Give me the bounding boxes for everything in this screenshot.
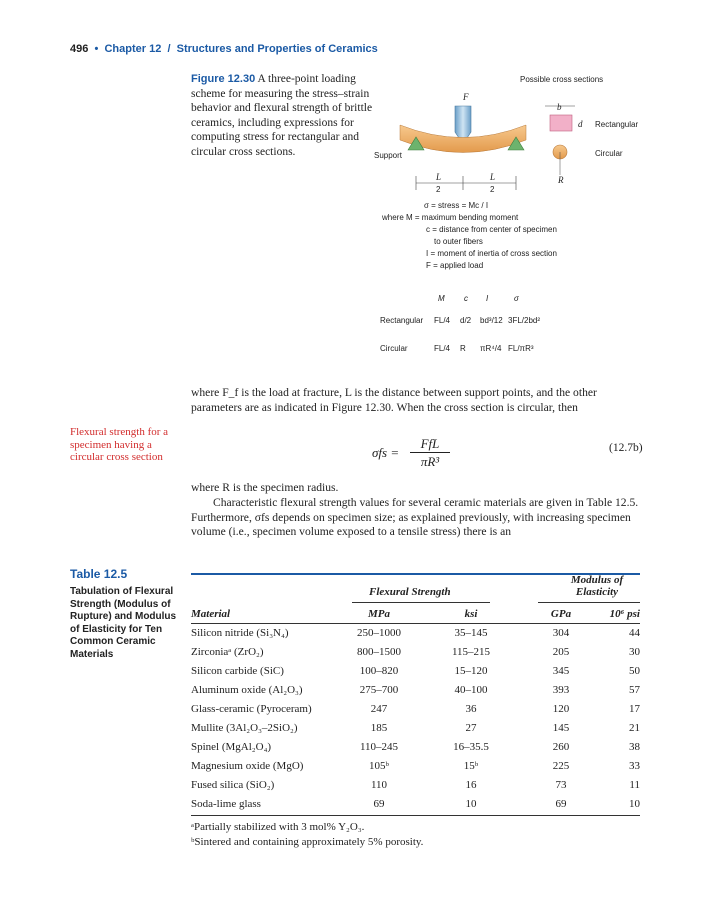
- col-gpa: GPa: [550, 608, 572, 620]
- chapter-label: Chapter 12: [104, 43, 162, 55]
- footnote-b: ᵇSintered and containing approximately 5% porosity.: [191, 836, 424, 848]
- where-line-5: F = applied load: [426, 261, 484, 270]
- table-row: [191, 646, 640, 665]
- cell-material: Aluminum oxide (Al₂O₃): [191, 684, 303, 696]
- row-circular-M: FL/4: [434, 344, 451, 353]
- where-line-3: to outer fibers: [434, 237, 483, 246]
- where-line-2: c = distance from center of specimen: [426, 225, 557, 234]
- cell-mpa: 110–245: [359, 741, 399, 753]
- cell-mpa: 275–700: [359, 684, 399, 696]
- cell-psi: 17: [629, 703, 640, 715]
- table-title: Table 12.5: [70, 567, 128, 581]
- chapter-title: Structures and Properties of Ceramics: [176, 43, 378, 55]
- footnote-a: ᵃPartially stabilized with 3 mol% Y₂O₃.: [191, 821, 365, 833]
- header-slash: /: [167, 43, 171, 55]
- cell-material: Magnesium oxide (MgO): [191, 760, 304, 772]
- row-circular-name: Circular: [380, 344, 408, 353]
- margin-note: Flexural strength for a specimen having a circular cross section: [70, 426, 169, 464]
- cell-material: Zirconiaᵃ (ZrO₂): [191, 646, 264, 658]
- modulus-header-line1: Modulus of: [570, 574, 624, 586]
- where-line-4: I = moment of inertia of cross section: [426, 249, 557, 258]
- stress-definitions: [382, 200, 557, 272]
- formula-table: [380, 294, 560, 368]
- equation-lhs: σfs =: [372, 445, 400, 460]
- cell-gpa: 120: [552, 703, 570, 715]
- flexural-strength-header: Flexural Strength: [369, 586, 451, 598]
- cell-material: Mullite (3Al₂O₃–2SiO₂): [191, 722, 298, 734]
- running-header: [70, 43, 378, 55]
- cell-mpa: 105ᵇ: [369, 760, 389, 772]
- col-I: I: [486, 294, 489, 303]
- table-row: [191, 741, 640, 760]
- row-rectangular-I: bd³/12: [480, 316, 503, 325]
- table-header-row: [191, 608, 640, 627]
- table-description: Tabulation of Flexural Strength (Modulus of Rupture) and Modulus of Elasticity for Ten Common Ceramic Materials: [70, 586, 177, 660]
- table-row: [191, 665, 640, 684]
- cell-psi: 38: [629, 741, 640, 753]
- modulus-group-rule: [538, 602, 640, 603]
- cell-gpa: 393: [552, 684, 570, 696]
- where-line-1: where M = maximum bending moment: [382, 213, 519, 222]
- paragraph-2: where R is the specimen radius.: [191, 481, 339, 494]
- figure-caption: [191, 72, 373, 160]
- row-circular-c: R: [460, 344, 466, 353]
- support-label: Support: [374, 151, 403, 160]
- cell-material: Fused silica (SiO₂): [191, 779, 275, 791]
- table-header-rule: [191, 623, 640, 624]
- cell-material: Silicon carbide (SiC): [191, 665, 284, 677]
- header-separator: •: [94, 43, 99, 55]
- half-span-left-2: 2: [436, 185, 441, 194]
- col-mpa: MPa: [368, 608, 390, 620]
- cell-ksi: 35–145: [454, 627, 488, 639]
- cell-gpa: 145: [552, 722, 570, 734]
- rectangular-section: [550, 115, 572, 131]
- table-row: [191, 722, 640, 741]
- table-row: [191, 760, 640, 779]
- cell-psi: 33: [629, 760, 640, 772]
- possible-cross-sections-label: Possible cross sections: [520, 75, 604, 84]
- equation-numerator: FfL: [410, 436, 450, 453]
- circular-label: Circular: [595, 149, 623, 158]
- d-label: d: [578, 119, 583, 129]
- cell-gpa: 225: [552, 760, 570, 772]
- cell-material: Silicon nitride (Si₃N₄): [191, 627, 289, 639]
- cell-mpa: 69: [373, 798, 385, 810]
- cell-mpa: 250–1000: [357, 627, 401, 639]
- rectangular-label: Rectangular: [595, 120, 639, 129]
- three-point-loading-diagram: [370, 70, 660, 200]
- cell-psi: 44: [629, 627, 640, 639]
- cell-psi: 11: [629, 779, 640, 791]
- force-label: F: [463, 92, 469, 102]
- table-row: [191, 684, 640, 703]
- half-span-right-L: L: [490, 172, 496, 182]
- row-rectangular-M: FL/4: [434, 316, 451, 325]
- cell-mpa: 100–820: [359, 665, 399, 677]
- stress-equation: σ = stress = Mc / I: [424, 201, 489, 210]
- table-row: [191, 779, 640, 798]
- table-row: [191, 627, 640, 646]
- cell-psi: 30: [629, 646, 640, 658]
- col-c: c: [464, 294, 468, 303]
- paragraph-3: Characteristic flexural strength values for several ceramic materials are given in Table 12.5. Furthermore, σfs depends on specimen size; as explained previously, with increasing specimen volume (i.e., specimen volume exposed to a tensile stress) there is an: [191, 496, 639, 539]
- paragraph-1: where F_f is the load at fracture, L is the distance between support points, and the other parameters are as indicated in Figure 12.30. When the cross section is circular, then: [191, 386, 597, 414]
- row-rectangular-sigma: 3FL/2bd²: [508, 316, 541, 325]
- half-span-right-2: 2: [490, 185, 495, 194]
- modulus-header-line2: Elasticity: [575, 586, 619, 598]
- cell-gpa: 73: [555, 779, 567, 791]
- cell-psi: 50: [629, 665, 640, 677]
- row-rectangular-c: d/2: [460, 316, 472, 325]
- cell-gpa: 345: [552, 665, 570, 677]
- col-ksi: ksi: [464, 608, 478, 620]
- cell-psi: 57: [629, 684, 640, 696]
- row-circular-I: πR⁴/4: [480, 344, 502, 353]
- R-label: R: [558, 175, 564, 185]
- modulus-header: [565, 574, 629, 598]
- equation-denominator: πR³: [420, 454, 440, 469]
- cell-ksi: 115–215: [451, 646, 491, 658]
- cell-mpa: 247: [370, 703, 388, 715]
- cell-gpa: 304: [552, 627, 570, 639]
- col-sigma: σ: [514, 294, 519, 303]
- page-number: 496: [70, 43, 89, 55]
- table-row: [191, 703, 640, 722]
- equation-number: (12.7b): [609, 442, 643, 454]
- figure-label: Figure 12.30: [191, 73, 256, 85]
- cell-ksi: 16: [465, 779, 477, 791]
- cell-material: Spinel (MgAl₂O₄): [191, 741, 272, 753]
- col-psi: 10⁶ psi: [609, 608, 640, 620]
- cell-ksi: 36: [465, 703, 477, 715]
- figure-caption-text: A three-point loading scheme for measuring the stress–strain behavior and flexural strength of brittle ceramics, including expressions for computing stress for rectangular and circular cross sections.: [191, 73, 373, 158]
- half-span-left-L: L: [436, 172, 442, 182]
- cell-ksi: 15ᵇ: [463, 760, 479, 772]
- cell-psi: 21: [629, 722, 640, 734]
- cell-ksi: 16–35.5: [453, 741, 489, 753]
- cell-mpa: 110: [370, 779, 388, 791]
- cell-psi: 10: [629, 798, 640, 810]
- b-label: b: [557, 102, 562, 112]
- cell-ksi: 15–120: [454, 665, 488, 677]
- cell-material: Soda-lime glass: [191, 798, 261, 810]
- col-material: Material: [191, 608, 231, 620]
- cell-gpa: 260: [552, 741, 570, 753]
- cell-ksi: 40–100: [454, 684, 488, 696]
- col-M: M: [438, 294, 445, 303]
- row-rectangular-name: Rectangular: [380, 316, 424, 325]
- flexural-group-rule: [352, 602, 490, 603]
- cell-gpa: 205: [552, 646, 570, 658]
- table-bottom-rule: [191, 815, 640, 816]
- row-circular-sigma: FL/πR³: [508, 344, 534, 353]
- cell-ksi: 27: [465, 722, 477, 734]
- cell-gpa: 69: [555, 798, 567, 810]
- cell-mpa: 800–1500: [357, 646, 401, 658]
- cell-ksi: 10: [465, 798, 477, 810]
- cell-material: Glass-ceramic (Pyroceram): [191, 703, 312, 715]
- cell-mpa: 185: [370, 722, 388, 734]
